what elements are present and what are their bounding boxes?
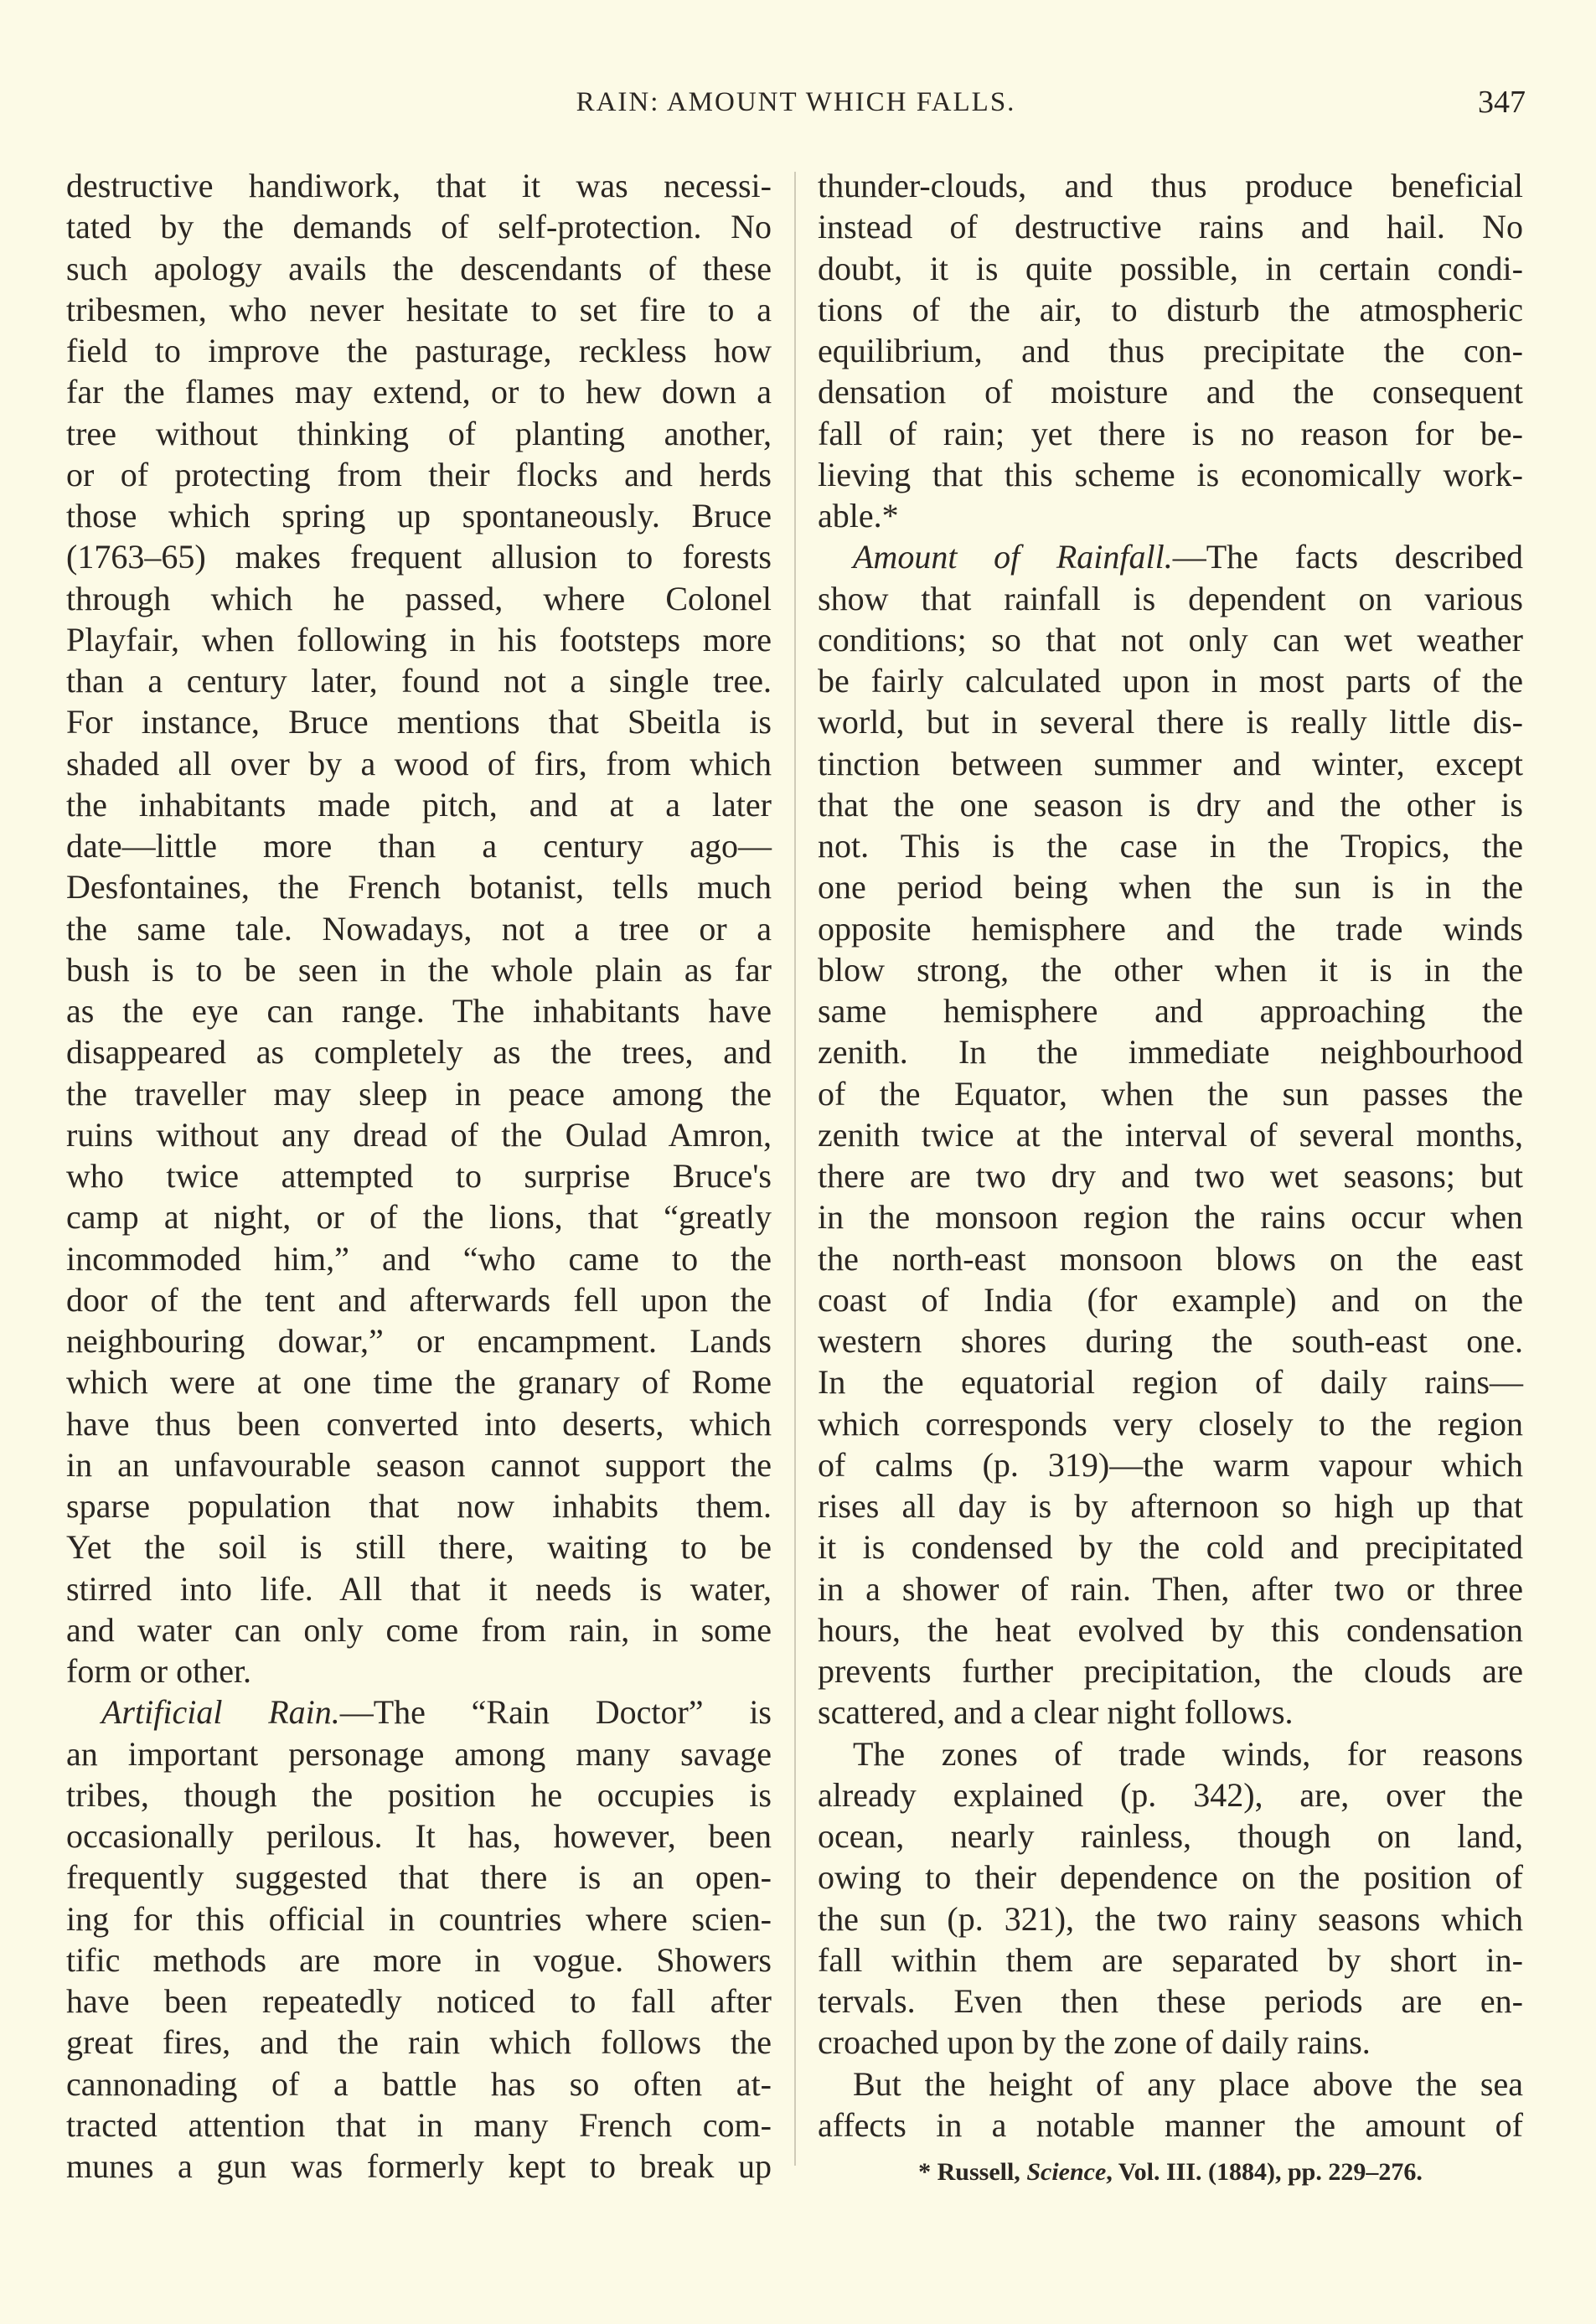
line-text: —The “Rain Doctor” is bbox=[339, 1693, 772, 1732]
text-line: tated by the demands of self-protection. No bbox=[66, 208, 772, 246]
text-line: the sun (p. 321), the two rainy seasons which bbox=[818, 1899, 1523, 1938]
running-title: RAIN: AMOUNT WHICH FALLS. bbox=[576, 87, 1016, 117]
text-line: the inhabitants made pitch, and at a later bbox=[66, 785, 772, 824]
text-line: already explained (p. 342), are, over the bbox=[818, 1775, 1523, 1814]
text-line: incommoded him,” and “who came to the bbox=[66, 1239, 772, 1278]
text-line: the same tale. Nowadays, not a tree or a bbox=[66, 909, 772, 948]
text-line: through which he passed, where Colonel bbox=[66, 579, 772, 617]
text-line: door of the tent and afterwards fell upon the bbox=[66, 1280, 772, 1319]
text-line: tions of the air, to disturb the atmospheric bbox=[818, 290, 1523, 328]
text-line: there are two dry and two wet seasons; but bbox=[818, 1157, 1523, 1195]
text-line: prevents further precipitation, the clouds are bbox=[818, 1652, 1523, 1690]
text-line: bush is to be seen in the whole plain as far bbox=[66, 950, 772, 989]
page-header bbox=[0, 84, 1596, 126]
text-line: shaded all over by a wood of firs, from which bbox=[66, 744, 772, 782]
text-line: in an unfavourable season cannot support the bbox=[66, 1445, 772, 1484]
section-heading: Amount of Rainfall. bbox=[853, 538, 1173, 576]
text-line: world, but in several there is really little dis- bbox=[818, 703, 1523, 741]
text-line: sparse population that now inhabits them. bbox=[66, 1487, 772, 1525]
text-line: neighbouring dowar,” or encampment. Lands bbox=[66, 1322, 772, 1360]
text-line: owing to their dependence on the position of bbox=[818, 1858, 1523, 1897]
column-divider bbox=[794, 172, 796, 2166]
text-line: show that rainfall is dependent on various bbox=[818, 579, 1523, 617]
text-line: date—little more than a century ago— bbox=[66, 827, 772, 865]
text-line: conditions; so that not only can wet weather bbox=[818, 620, 1523, 658]
text-line: tribes, though the position he occupies is bbox=[66, 1775, 772, 1814]
footnote-journal: Science bbox=[1026, 2158, 1107, 2186]
text-line: same hemisphere and approaching the bbox=[818, 992, 1523, 1030]
text-line: blow strong, the other when it is in the bbox=[818, 950, 1523, 989]
text-line: coast of India (for example) and on the bbox=[818, 1280, 1523, 1319]
text-line: which corresponds very closely to the region bbox=[818, 1404, 1523, 1443]
text-line: western shores during the south-east one. bbox=[818, 1322, 1523, 1360]
text-line: densation of moisture and the consequent bbox=[818, 373, 1523, 411]
text-line: The zones of trade winds, for reasons bbox=[853, 1734, 1523, 1773]
text-line: zenith twice at the interval of several months, bbox=[818, 1115, 1523, 1154]
text-line: thunder-clouds, and thus produce beneficial bbox=[818, 167, 1523, 204]
text-line: zenith. In the immediate neighbourhood bbox=[818, 1033, 1523, 1072]
text-line: the traveller may sleep in peace among the bbox=[66, 1074, 772, 1113]
text-line: Yet the soil is still there, waiting to be bbox=[66, 1528, 772, 1567]
text-line: tervals. Even then these periods are en- bbox=[818, 1982, 1523, 2020]
text-line: have been repeatedly noticed to fall after bbox=[66, 1982, 772, 2020]
text-line: far the flames may extend, or to hew down a bbox=[66, 373, 772, 411]
text-line: who twice attempted to surprise Bruce's bbox=[66, 1157, 772, 1195]
text-line: occasionally perilous. It has, however, been bbox=[66, 1817, 772, 1855]
text-line: (1763–65) makes frequent allusion to forests bbox=[66, 538, 772, 576]
paragraph-heading-line bbox=[818, 536, 1523, 577]
text-line: But the height of any place above the sea bbox=[853, 2064, 1523, 2103]
text-line: the north-east monsoon blows on the east bbox=[818, 1239, 1523, 1278]
text-line: ing for this official in countries where scien- bbox=[66, 1899, 772, 1938]
text-line: hours, the heat evolved by this condensation bbox=[818, 1610, 1523, 1649]
text-line: field to improve the pasturage, reckless how bbox=[66, 332, 772, 369]
text-line: tracted attention that in many French com- bbox=[66, 2105, 772, 2144]
text-line: or of protecting from their flocks and herds bbox=[66, 455, 772, 493]
text-line: ocean, nearly rainless, though on land, bbox=[818, 1817, 1523, 1855]
text-line: than a century later, found not a single tree. bbox=[66, 662, 772, 700]
text-line: frequently suggested that there is an open- bbox=[66, 1858, 772, 1897]
line-text: —The facts described bbox=[1172, 538, 1523, 576]
right-column bbox=[818, 165, 1523, 2146]
text-line: it is condensed by the cold and precipitated bbox=[818, 1528, 1523, 1567]
text-line: For instance, Bruce mentions that Sbeitla is bbox=[66, 703, 772, 741]
text-line: opposite hemisphere and the trade winds bbox=[818, 909, 1523, 948]
text-line: rises all day is by afternoon so high up that bbox=[818, 1487, 1523, 1525]
left-column bbox=[66, 165, 772, 2187]
text-line: in the monsoon region the rains occur when bbox=[818, 1198, 1523, 1237]
text-line: destructive handiwork, that it was necessi- bbox=[66, 167, 772, 204]
text-line: of calms (p. 319)—the warm vapour which bbox=[818, 1445, 1523, 1484]
text-line: one period being when the sun is in the bbox=[818, 868, 1523, 906]
text-line: be fairly calculated upon in most parts of the bbox=[818, 662, 1523, 700]
footnote-suffix: , Vol. III. (1884), pp. 229–276. bbox=[1106, 2158, 1423, 2186]
text-line: as the eye can range. The inhabitants have bbox=[66, 992, 772, 1030]
text-line: not. This is the case in the Tropics, the bbox=[818, 827, 1523, 865]
text-line: great fires, and the rain which follows the bbox=[66, 2023, 772, 2062]
text-line: croached upon by the zone of daily rains. bbox=[818, 2023, 1371, 2062]
text-line: able.* bbox=[818, 497, 899, 535]
text-line: have thus been converted into deserts, which bbox=[66, 1404, 772, 1443]
text-line: camp at night, or of the lions, that “greatly bbox=[66, 1198, 772, 1237]
text-line: equilibrium, and thus precipitate the con- bbox=[818, 332, 1523, 369]
text-line: such apology avails the descendants of these bbox=[66, 249, 772, 287]
text-line: fall within them are separated by short in- bbox=[818, 1940, 1523, 1979]
text-line: that the one season is dry and the other is bbox=[818, 785, 1523, 824]
text-line: instead of destructive rains and hail. No bbox=[818, 208, 1523, 246]
text-line: form or other. bbox=[66, 1652, 252, 1690]
text-line: In the equatorial region of daily rains— bbox=[818, 1363, 1523, 1402]
text-line: lieving that this scheme is economically work- bbox=[818, 455, 1523, 493]
text-line: stirred into life. All that it needs is water, bbox=[66, 1569, 772, 1608]
text-line: of the Equator, when the sun passes the bbox=[818, 1074, 1523, 1113]
text-line: an important personage among many savage bbox=[66, 1734, 772, 1773]
text-line: which were at one time the granary of Rome bbox=[66, 1363, 772, 1402]
text-line: in a shower of rain. Then, after two or three bbox=[818, 1569, 1523, 1608]
text-line: scattered, and a clear night follows. bbox=[818, 1693, 1294, 1732]
text-line: and water can only come from rain, in some bbox=[66, 1610, 772, 1649]
text-line: tribesmen, who never hesitate to set fire to a bbox=[66, 290, 772, 328]
text-line: affects in a notable manner the amount of bbox=[818, 2105, 1523, 2144]
text-line: Playfair, when following in his footsteps more bbox=[66, 620, 772, 658]
text-line: disappeared as completely as the trees, and bbox=[66, 1033, 772, 1072]
text-line: ruins without any dread of the Oulad Amron, bbox=[66, 1115, 772, 1154]
text-line: tific methods are more in vogue. Showers bbox=[66, 1940, 772, 1979]
section-heading: Artificial Rain. bbox=[101, 1693, 340, 1732]
paragraph-heading-line bbox=[66, 1691, 772, 1733]
text-line: munes a gun was formerly kept to break up bbox=[66, 2147, 772, 2185]
text-line: fall of rain; yet there is no reason for be- bbox=[818, 414, 1523, 452]
footnote-prefix: * Russell, bbox=[918, 2158, 1027, 2186]
text-line: tree without thinking of planting another, bbox=[66, 414, 772, 452]
text-line: Desfontaines, the French botanist, tells much bbox=[66, 868, 772, 906]
text-line: tinction between summer and winter, except bbox=[818, 744, 1523, 782]
text-line: cannonading of a battle has so often at- bbox=[66, 2064, 772, 2103]
text-line: doubt, it is quite possible, in certain condi- bbox=[818, 249, 1523, 287]
text-line: those which spring up spontaneously. Bruce bbox=[66, 497, 772, 535]
footnote bbox=[818, 2158, 1523, 2187]
page-number: 347 bbox=[1478, 85, 1526, 120]
